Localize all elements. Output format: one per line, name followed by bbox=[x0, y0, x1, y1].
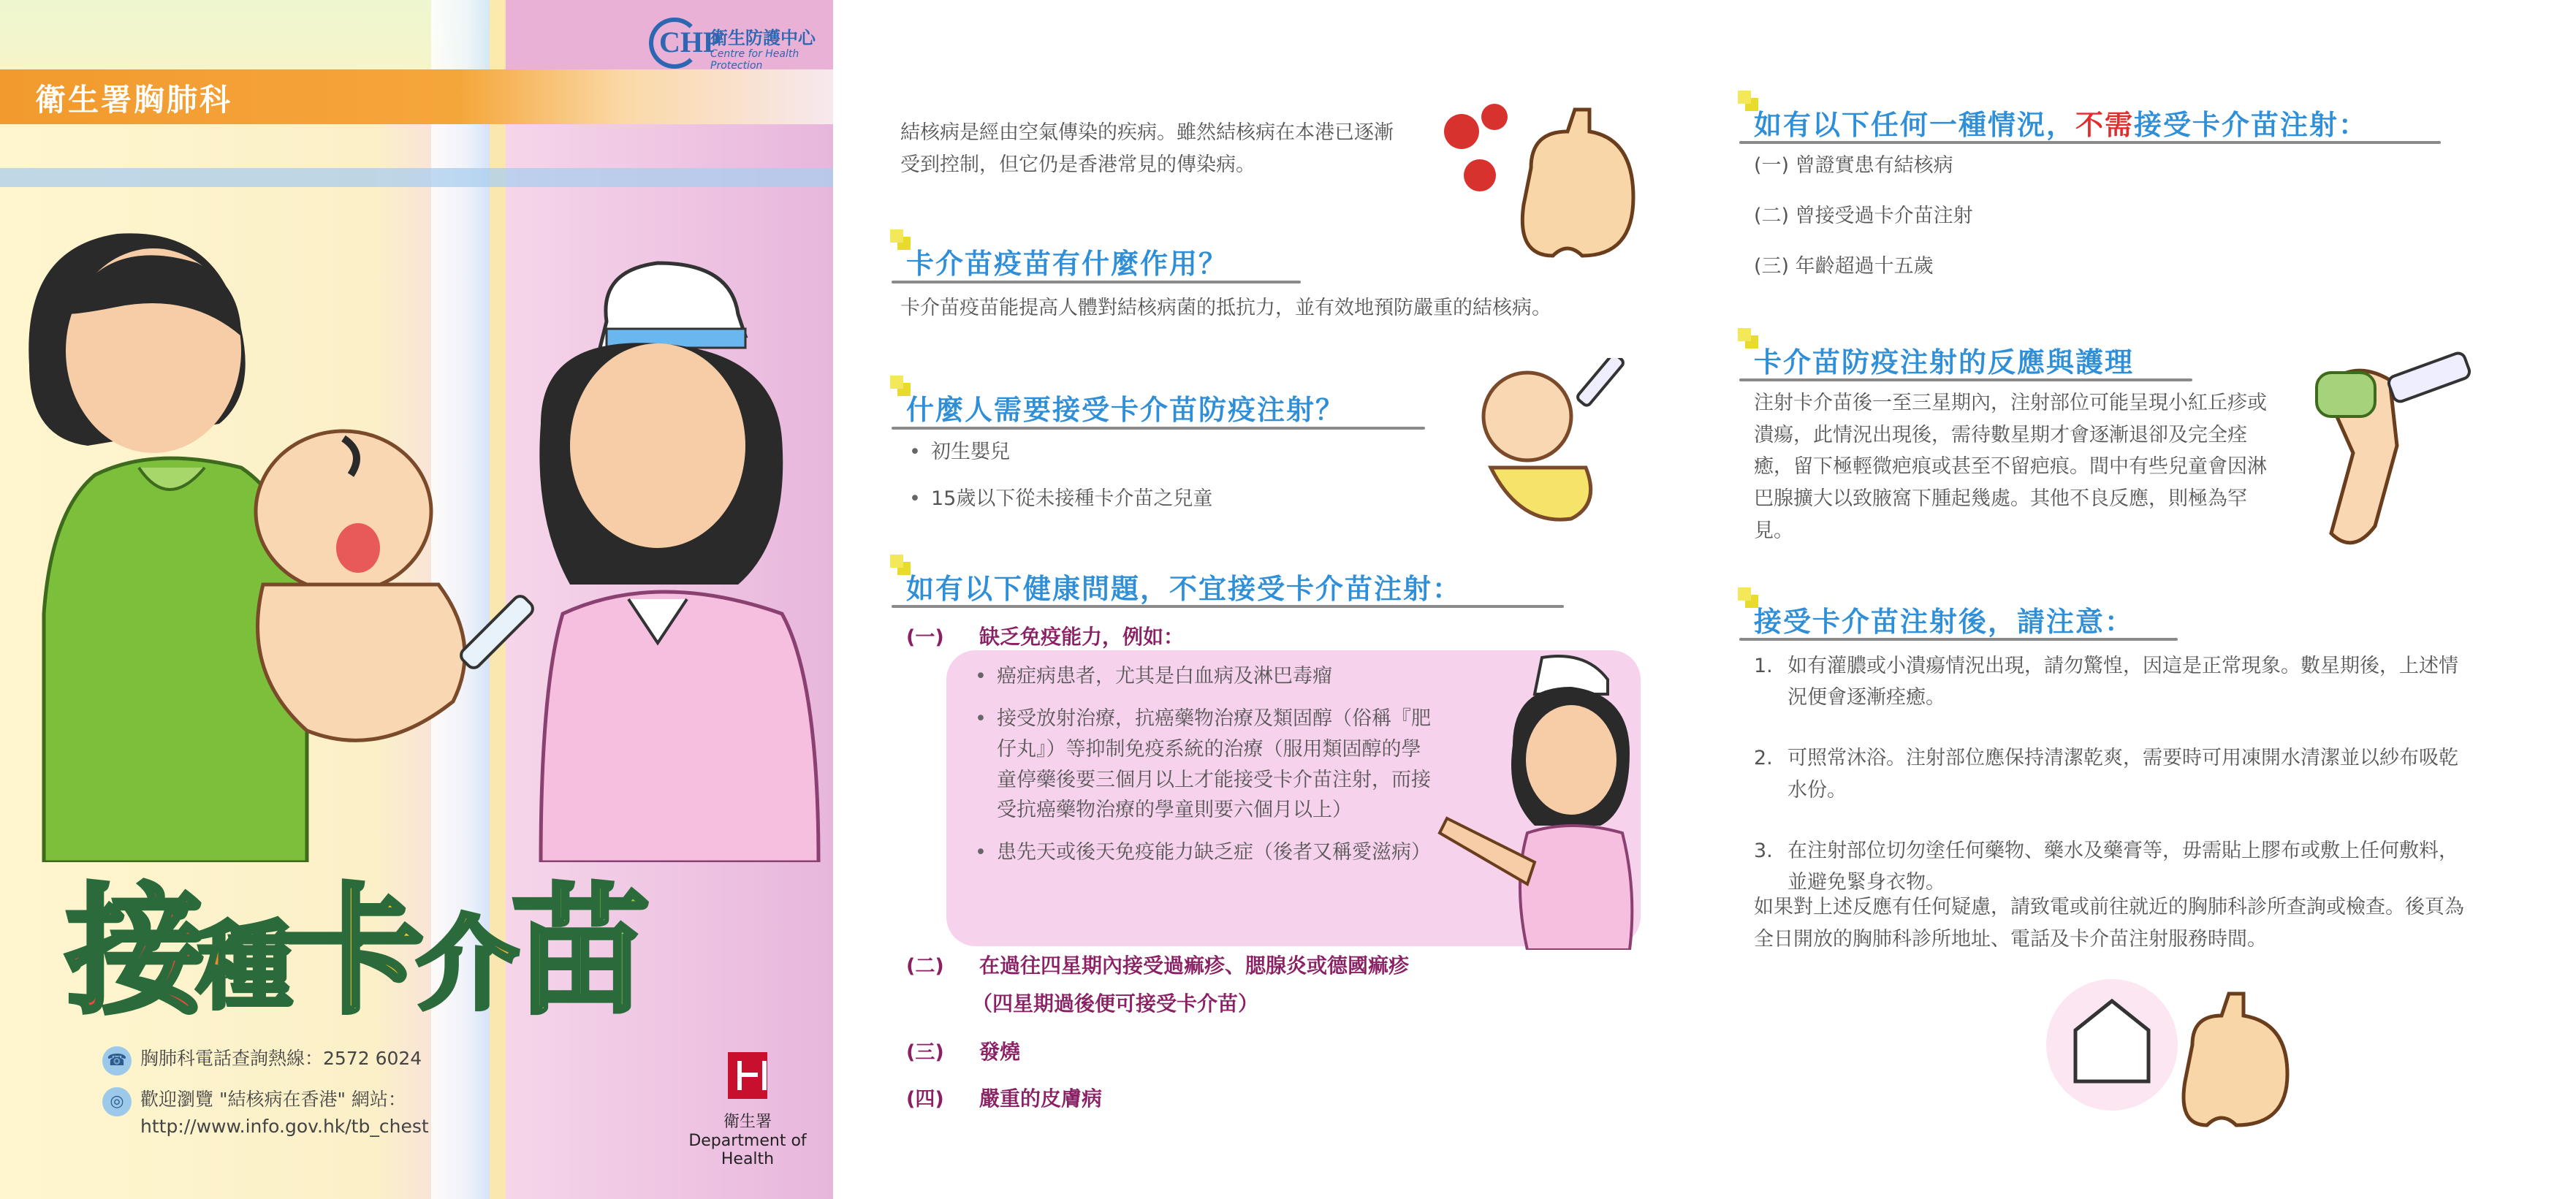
lung-germs-illustration bbox=[1429, 102, 1648, 270]
web-icon: ◎ bbox=[102, 1087, 132, 1116]
list-number: 3. bbox=[1754, 839, 1773, 862]
doh-mark-icon bbox=[728, 1052, 767, 1099]
heading-no-need-red: 不需 bbox=[2075, 109, 2135, 141]
after-injection-list bbox=[1754, 650, 2470, 927]
list-item bbox=[1754, 650, 2470, 713]
heading-no-need bbox=[1754, 102, 2368, 142]
nurse-illustration bbox=[539, 263, 818, 862]
case-3-number: (三) bbox=[906, 1041, 944, 1064]
list-item: (三) 年齡超過十五歲 bbox=[1754, 255, 1934, 278]
hotline-row bbox=[102, 1045, 429, 1073]
website-row bbox=[102, 1086, 429, 1141]
title-char-5: 苗 bbox=[512, 871, 644, 1032]
heading-underline bbox=[1739, 378, 2192, 381]
doh-name-en: Department of Health bbox=[688, 1132, 807, 1168]
closing-text: 如果對上述反應有任何疑慮，請致電或前往就近的胸肺科診所查詢或檢查。後頁為全日開放的胸肺科診所地址、電話及卡介苗注射服務時間。 bbox=[1754, 896, 2464, 951]
who-needs-list bbox=[906, 437, 1345, 530]
heading-underline bbox=[892, 281, 1301, 283]
doh-logo bbox=[671, 1052, 824, 1168]
title-char-1: 接 bbox=[66, 871, 198, 1032]
case-4-number: (四) bbox=[906, 1088, 944, 1111]
heading-underline bbox=[1739, 638, 2178, 641]
list-item: • 初生嬰兒 bbox=[906, 437, 1345, 468]
list-item: • 患先天或後天免疫能力缺乏症（後者又稱愛滋病） bbox=[972, 837, 1440, 868]
case-2-title: 在過往四星期內接受過痲疹、腮腺炎或德國痲疹 bbox=[979, 954, 1410, 978]
baby-illustration bbox=[256, 431, 465, 740]
heading-bcg-effect: 卡介苗疫苗有什麼作用？ bbox=[906, 241, 1228, 281]
cover-title bbox=[66, 840, 643, 1040]
list-number: 1. bbox=[1754, 655, 1773, 677]
phone-icon: ☎ bbox=[102, 1046, 132, 1076]
heading-after-injection: 接受卡介苗注射後，請注意： bbox=[1754, 599, 2134, 639]
nurse-pointing-illustration bbox=[1425, 643, 1637, 950]
heading-underline bbox=[892, 605, 1564, 608]
syringe-icon bbox=[458, 593, 536, 671]
heading-not-suitable: 如有以下健康問題，不宜接受卡介苗注射： bbox=[906, 566, 1462, 606]
case-2-number: (二) bbox=[906, 955, 944, 978]
chp-logo bbox=[649, 15, 828, 73]
germ-icon bbox=[1444, 114, 1479, 149]
case-1-title: 缺乏免疫能力，例如： bbox=[979, 625, 1185, 649]
list-item: • 接受放射治療，抗癌藥物治療及類固醇（俗稱『肥仔丸』）等抑制免疫系統的治療（服用類固醇的學童停藥後要三個月以上才能接受卡介苗注射，而接受抗癌藥物治療的學童則要六個月以上） bbox=[972, 704, 1440, 826]
baby-syringe-illustration bbox=[1462, 358, 1637, 548]
intro-text: 結核病是經由空氣傳染的疾病。雖然結核病在本港已逐漸受到控制，但它仍是香港常見的傳染病。 bbox=[900, 121, 1394, 176]
germ-icon bbox=[1481, 104, 1508, 130]
bcg-effect-text: 卡介苗疫苗能提高人體對結核病菌的抵抗力，並有效地預防嚴重的結核病。 bbox=[900, 297, 1551, 319]
clinic-lung-illustration bbox=[2046, 964, 2309, 1133]
heading-no-need-post: 接受卡介苗注射： bbox=[2134, 109, 2368, 141]
heading-who-needs: 什麼人需要接受卡介苗防疫注射？ bbox=[906, 387, 1345, 427]
case-3-title: 發燒 bbox=[979, 1040, 1021, 1064]
list-text: 可照常沐浴。注射部位應保持清潔乾爽，需要時可用凍開水清潔並以紗布吸乾水份。 bbox=[1787, 747, 2458, 802]
cover-blue-strip bbox=[0, 168, 833, 187]
heading-reaction-care: 卡介苗防疫注射的反應與護理 bbox=[1754, 340, 2134, 380]
list-text: 如有灌膿或小潰瘍情況出現，請勿驚惶，因這是正常現象。數星期後，上述情況便會逐漸痊癒。 bbox=[1787, 655, 2458, 709]
case-1-number: (一) bbox=[906, 626, 944, 649]
case-4-title: 嚴重的皮膚病 bbox=[979, 1086, 1103, 1111]
website-link[interactable]: http://www.info.gov.hk/tb_chest bbox=[140, 1116, 429, 1137]
dept-label: 衛生署胸肺科 bbox=[35, 82, 233, 118]
reaction-text: 注射卡介苗後一至三星期內，注射部位可能呈現小紅丘疹或潰瘍，此情況出現後，需待數星期才會逐漸退卻及完全痊癒，留下極輕微疤痕或甚至不留疤痕。間中有些兒童會因淋巴腺擴大以致腋窩下腫起幾處。其他不良反應，則極為罕見。 bbox=[1754, 392, 2267, 542]
website-line-1: 歡迎瀏覽 "結核病在香港" 網站： bbox=[140, 1088, 406, 1110]
cover-panel bbox=[0, 0, 833, 1199]
germ-icon bbox=[1464, 159, 1496, 191]
cover-footer bbox=[102, 1045, 429, 1154]
list-item: • 15歲以下從未接種卡介苗之兒童 bbox=[906, 484, 1345, 514]
list-item: • 癌症病患者，尤其是白血病及淋巴毒瘤 bbox=[972, 661, 1440, 692]
title-char-3: 卡 bbox=[285, 871, 417, 1032]
heading-underline bbox=[1739, 141, 2441, 144]
cover-illustration bbox=[0, 205, 833, 862]
immune-deficiency-list bbox=[972, 661, 1440, 880]
chp-name-en: Centre for Health Protection bbox=[710, 48, 799, 72]
list-text: 在注射部位切勿塗任何藥物、藥水及藥膏等，毋需貼上膠布或敷上任何敷料，並避免緊身衣物。 bbox=[1787, 839, 2458, 894]
arm-injection-illustration bbox=[2309, 343, 2485, 555]
chp-letters: CHP bbox=[659, 26, 721, 58]
heading-underline bbox=[892, 427, 1425, 430]
list-item: (一) 曾證實患有結核病 bbox=[1754, 154, 1953, 177]
case-2-note: （四星期過後便可接受卡介苗） bbox=[972, 991, 1259, 1016]
no-need-list bbox=[1754, 150, 2265, 302]
title-char-2: 種 bbox=[197, 911, 286, 1022]
title-char-4: 介 bbox=[417, 905, 512, 1024]
list-item: (二) 曾接受過卡介苗注射 bbox=[1754, 205, 1973, 228]
heading-no-need-pre: 如有以下任何一種情況， bbox=[1754, 109, 2076, 141]
chp-name-cn: 衛生防護中心 bbox=[710, 28, 816, 48]
list-item bbox=[1754, 835, 2470, 898]
hotline-text: 胸肺科電話查詢熱線：2572 6024 bbox=[140, 1048, 422, 1069]
list-item bbox=[1754, 742, 2470, 805]
doh-name-cn: 衛生署 bbox=[723, 1113, 772, 1131]
list-number: 2. bbox=[1754, 747, 1773, 770]
